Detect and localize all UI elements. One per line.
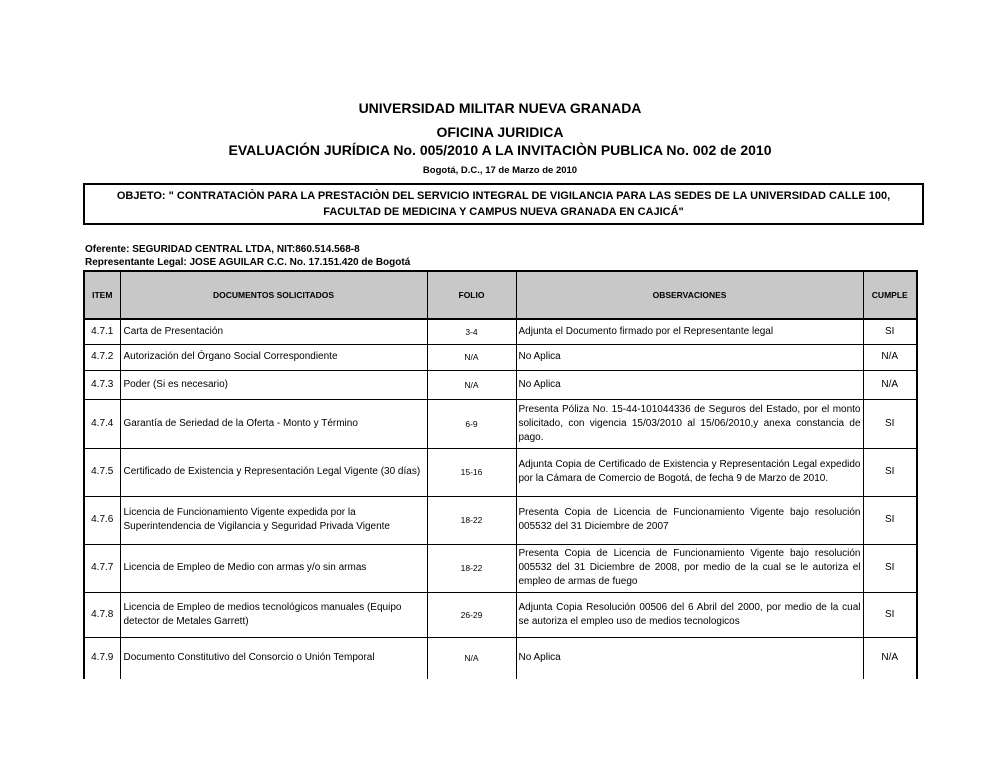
cumple-cell: SI	[863, 496, 917, 544]
cumple-cell: SI	[863, 448, 917, 496]
cumple-cell: N/A	[863, 344, 917, 370]
item-cell: 4.7.7	[84, 544, 120, 592]
observaciones-cell: No Aplica	[516, 637, 863, 679]
item-cell: 4.7.2	[84, 344, 120, 370]
column-header-cumple: CUMPLE	[863, 271, 917, 319]
documento-cell: Licencia de Empleo de Medio con armas y/o sin armas	[120, 544, 427, 592]
observaciones-cell: Adjunta Copia de Certificado de Existencia y Representación Legal expedido por la Cámara de Comercio de Bogotá, de fecha 9 de Marzo de 2010.	[516, 448, 863, 496]
observaciones-cell: Presenta Copia de Licencia de Funcionamiento Vigente bajo resolución 005532 del 31 Diciembre de 2007	[516, 496, 863, 544]
folio-cell: N/A	[427, 344, 516, 370]
folio-cell: 6-9	[427, 399, 516, 448]
table-row	[84, 370, 917, 399]
column-header-documentos: DOCUMENTOS SOLICITADOS	[120, 271, 427, 319]
column-header-observaciones: OBSERVACIONES	[516, 271, 863, 319]
university-title: UNIVERSIDAD MILITAR NUEVA GRANADA	[358, 100, 642, 116]
observaciones-cell: Presenta Póliza No. 15-44-101044336 de Seguros del Estado, por el monto solicitado, con vigencia 15/03/2010 al 15/06/2010,y anexa constancia de pago.	[516, 399, 863, 448]
column-header-item: ITEM	[84, 271, 120, 319]
folio-cell: N/A	[427, 637, 516, 679]
observaciones-cell: Adjunta Copia Resolución 00506 del 6 Abril del 2000, por medio de la cual se autoriza el empleo uso de medios tecnologicos	[516, 592, 863, 637]
office-title: OFICINA JURIDICA	[436, 124, 564, 140]
table-row	[84, 592, 917, 637]
table-row	[84, 448, 917, 496]
representante-line: Representante Legal: JOSE AGUILAR C.C. No. 17.151.420 de Bogotá	[85, 257, 411, 268]
table-row	[84, 637, 917, 679]
table-header-row	[84, 271, 917, 319]
documents-table	[83, 270, 918, 679]
observaciones-cell: No Aplica	[516, 370, 863, 399]
item-cell: 4.7.4	[84, 399, 120, 448]
item-cell: 4.7.8	[84, 592, 120, 637]
cumple-cell: N/A	[863, 370, 917, 399]
folio-cell: N/A	[427, 370, 516, 399]
column-header-folio: FOLIO	[427, 271, 516, 319]
table-row	[84, 344, 917, 370]
place-date: Bogotá, D.C., 17 de Marzo de 2010	[422, 165, 578, 176]
observaciones-cell: Adjunta el Documento firmado por el Representante legal	[516, 319, 863, 344]
cumple-cell: N/A	[863, 637, 917, 679]
cumple-cell: SI	[863, 399, 917, 448]
evaluation-title: EVALUACIÓN JURÍDICA No. 005/2010 A LA INVITACIÒN PUBLICA No. 002 de 2010	[228, 142, 772, 158]
documento-cell: Garantía de Seriedad de la Oferta - Monto y Término	[120, 399, 427, 448]
documento-cell: Licencia de Empleo de medios tecnológicos manuales (Equipo detector de Metales Garrett)	[120, 592, 427, 637]
item-cell: 4.7.6	[84, 496, 120, 544]
item-cell: 4.7.1	[84, 319, 120, 344]
folio-cell: 18-22	[427, 496, 516, 544]
documento-cell: Poder (Si es necesario)	[120, 370, 427, 399]
cumple-cell: SI	[863, 319, 917, 344]
documento-cell: Licencia de Funcionamiento Vigente expedida por la Superintendencia de Vigilancia y Seguridad Privada Vigente	[120, 496, 427, 544]
table-row	[84, 319, 917, 344]
table-row	[84, 496, 917, 544]
folio-cell: 26-29	[427, 592, 516, 637]
cumple-cell: SI	[863, 592, 917, 637]
oferente-line: Oferente: SEGURIDAD CENTRAL LTDA, NIT:860.514.568-8	[85, 244, 360, 255]
folio-cell: 18-22	[427, 544, 516, 592]
documento-cell: Certificado de Existencia y Representación Legal Vigente (30 días)	[120, 448, 427, 496]
item-cell: 4.7.9	[84, 637, 120, 679]
table-row	[84, 399, 917, 448]
documento-cell: Autorización del Órgano Social Correspondiente	[120, 344, 427, 370]
folio-cell: 3-4	[427, 319, 516, 344]
documento-cell: Carta de Presentación	[120, 319, 427, 344]
item-cell: 4.7.5	[84, 448, 120, 496]
documento-cell: Documento Constitutivo del Consorcio o Unión Temporal	[120, 637, 427, 679]
cumple-cell: SI	[863, 544, 917, 592]
table-row	[84, 544, 917, 592]
observaciones-cell: No Aplica	[516, 344, 863, 370]
observaciones-cell: Presenta Copia de Licencia de Funcionamiento Vigente bajo resolución 005532 del 31 Diciembre de 2008, por medio de la cual se le autoriza el empleo de armas de fuego	[516, 544, 863, 592]
folio-cell: 15-16	[427, 448, 516, 496]
item-cell: 4.7.3	[84, 370, 120, 399]
objeto-box: OBJETO: " CONTRATACIÒN PARA LA PRESTACIÒN DEL SERVICIO INTEGRAL DE VIGILANCIA PARA LAS SEDES DE LA UNIVERSIDAD CALLE 100, FACULTAD DE MEDICINA Y CAMPUS NUEVA GRANADA EN CAJICÁ"	[83, 183, 924, 225]
